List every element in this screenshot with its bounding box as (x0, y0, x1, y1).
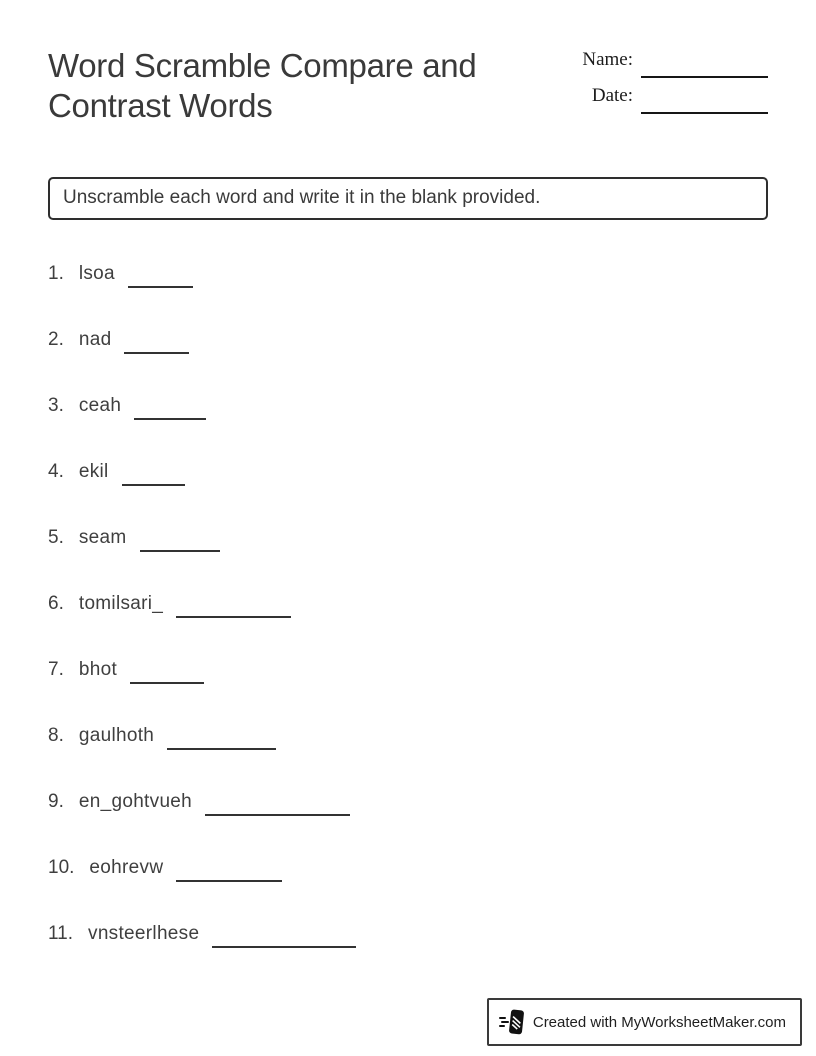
item-number: 7. (48, 659, 64, 680)
name-row (582, 50, 768, 69)
scrambled-word: en_gohtvueh (78, 791, 193, 812)
item-number: 10. (48, 857, 75, 878)
list-item (48, 395, 768, 420)
scrambled-word: eohrevw (89, 857, 164, 878)
list-item (48, 791, 768, 816)
item-number: 3. (48, 395, 64, 416)
word-list (48, 263, 768, 948)
date-row (582, 86, 768, 105)
name-fill-line[interactable] (641, 76, 768, 78)
list-item (48, 593, 768, 618)
list-item (48, 329, 768, 354)
answer-blank[interactable] (128, 286, 193, 288)
myworksheetmaker-logo-icon (499, 1008, 525, 1036)
answer-blank[interactable] (176, 880, 282, 882)
item-number: 4. (48, 461, 64, 482)
scrambled-word: bhot (78, 659, 118, 680)
answer-blank[interactable] (130, 682, 204, 684)
answer-blank[interactable] (176, 616, 291, 618)
date-fill-line[interactable] (641, 112, 768, 114)
list-item (48, 725, 768, 750)
page-title: Word Scramble Compare and Contrast Words (48, 47, 477, 124)
name-label: Name: (582, 49, 633, 70)
list-item (48, 527, 768, 552)
header (48, 46, 768, 126)
footer-text: Created with MyWorksheetMaker.com (532, 1013, 786, 1031)
item-number: 9. (48, 791, 64, 812)
instructions-box (48, 177, 768, 220)
answer-blank[interactable] (140, 550, 220, 552)
scrambled-word: ekil (78, 461, 109, 482)
scrambled-word: tomilsari_ (78, 593, 164, 614)
item-number: 2. (48, 329, 64, 350)
answer-blank[interactable] (122, 484, 185, 486)
answer-blank[interactable] (167, 748, 276, 750)
list-item (48, 857, 768, 882)
answer-blank[interactable] (134, 418, 206, 420)
scrambled-word: nad (78, 329, 112, 350)
scrambled-word: vnsteerlhese (88, 923, 200, 944)
list-item (48, 263, 768, 288)
scrambled-word: gaulhoth (78, 725, 155, 746)
item-number: 5. (48, 527, 64, 548)
item-number: 1. (48, 263, 64, 284)
answer-blank[interactable] (212, 946, 356, 948)
name-date-block (582, 50, 768, 122)
item-number: 6. (48, 593, 64, 614)
footer-badge (487, 998, 802, 1046)
instructions-text: Unscramble each word and write it in the blank provided. (63, 187, 541, 208)
list-item (48, 923, 768, 948)
scrambled-word: ceah (78, 395, 122, 416)
scrambled-word: lsoa (78, 263, 115, 284)
scrambled-word: seam (78, 527, 127, 548)
list-item (48, 461, 768, 486)
date-label: Date: (591, 85, 633, 106)
item-number: 8. (48, 725, 64, 746)
answer-blank[interactable] (124, 352, 189, 354)
item-number: 11. (48, 923, 74, 944)
list-item (48, 659, 768, 684)
answer-blank[interactable] (205, 814, 350, 816)
